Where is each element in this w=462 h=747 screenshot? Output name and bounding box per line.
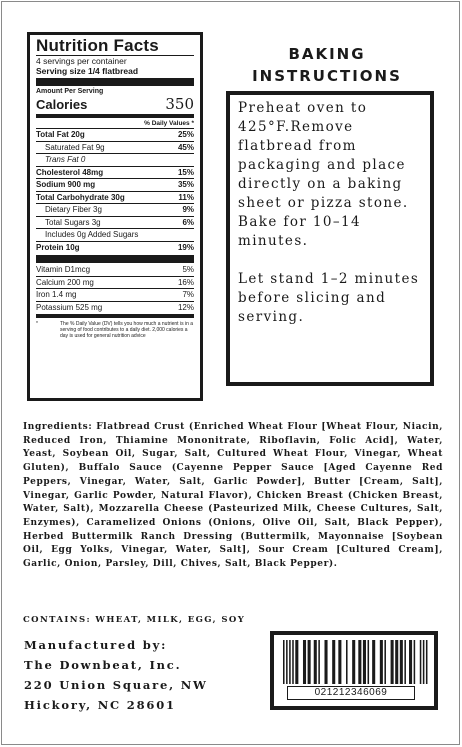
nutrient-label: Total Carbohydrate 30g	[36, 192, 125, 202]
barcode-bar	[423, 640, 425, 684]
barcode	[270, 631, 438, 710]
nutrient-daily-value: 6%	[182, 217, 194, 227]
divider-medium	[36, 314, 194, 318]
nutrient-label: Iron 1.4 mg	[36, 290, 77, 299]
manufacturer-name: The Downbeat, Inc.	[24, 658, 182, 672]
barcode-bar	[384, 640, 386, 684]
nutrient-row	[36, 228, 194, 241]
nutrient-daily-value: 11%	[178, 192, 194, 202]
baking-step-rest: Let stand 1–2 minutes before slicing and serving.	[238, 271, 420, 325]
nutrient-row	[36, 264, 194, 276]
barcode-bar	[338, 640, 341, 684]
barcode-bar	[295, 640, 298, 684]
barcode-bar	[426, 640, 428, 684]
barcode-bar	[395, 640, 398, 684]
nutrient-label: Total Fat 20g	[36, 130, 85, 139]
barcode-bars	[283, 640, 429, 684]
barcode-bar	[318, 640, 320, 684]
barcode-bar	[286, 640, 288, 684]
barcode-bar	[368, 640, 370, 684]
nutrient-row	[36, 276, 194, 289]
nutrient-label: Sodium 900 mg	[36, 180, 96, 189]
nutrient-row	[36, 141, 194, 154]
barcode-bar	[308, 640, 311, 684]
barcode-number: 021212346069	[287, 686, 415, 700]
serving-size: Serving size 1/4 flatbread	[36, 66, 139, 76]
barcode-bar	[292, 640, 294, 684]
divider-thick	[36, 78, 194, 86]
nutrient-row	[36, 191, 194, 204]
nutrient-label: Cholesterol 48mg	[36, 167, 104, 177]
nutrient-daily-value: 12%	[177, 302, 194, 312]
nutrient-label: Includes 0g Added Sugars	[45, 230, 139, 239]
ingredients-list: Ingredients: Flatbread Crust (Enriched Wheat Flour [Wheat Flour, Niacin, Reduced Iron, Thiamine Mononitrate, Riboflavin, Folic Acid], Water, Yeast, Soybean Oil, Sugar, Salt, Cultured Wheat Flour, Vinegar, Wheat Gluten), Buffalo Sauce (Cayenne Pepper Sauce [Aged Cayenne Red Peppers, Vinegar, Water, Salt, Garlic Powder], Butter [Cream, Salt], Vinegar, Garlic Powder, Natural Flavor), Chicken Breast (Chicken Breast, Water, Salt), Mozzarella Cheese (Pasteurized Milk, Cheese Cultures, Salt, Enzymes), Caramelized Onions (Onions, Olive Oil, Salt, Black Pepper), Herbed Buttermilk Ranch Dressing (Buttermilk, Mayonnaise [Soybean Oil, Egg Yolks, Vinegar, Water, Salt], Sour Cream [Cultured Cream], Garlic, Onion, Parsley, Dill, Chives, Salt, Black Pepper).	[23, 422, 443, 570]
baking-title-line: BAKING	[288, 45, 366, 63]
nutrient-daily-value: 15%	[177, 167, 194, 177]
barcode-bar	[289, 640, 291, 684]
barcode-bar	[352, 640, 355, 684]
baking-step-preheat: Preheat oven to 425°F.Remove flatbread from packaging and place directly on a baking sheet or pizza stone. Bake for 10–14 minutes.	[238, 100, 409, 249]
barcode-bar	[363, 640, 366, 684]
baking-title-line: INSTRUCTIONS	[252, 67, 402, 85]
nutrient-row	[36, 178, 194, 191]
manufacturer-info	[24, 635, 208, 715]
nutrient-row	[36, 288, 194, 301]
barcode-bar	[404, 640, 406, 684]
nutrient-label: Total Sugars 3g	[45, 217, 101, 227]
manufacturer-city: Hickory, NC 28601	[24, 698, 176, 712]
nutrition-title: Nutrition Facts	[36, 36, 159, 55]
barcode-bar	[372, 640, 375, 684]
barcode-bar	[303, 640, 306, 684]
nutrient-row	[36, 301, 194, 314]
nutrient-row	[36, 128, 194, 141]
nutrient-rows	[36, 128, 194, 253]
barcode-bar	[400, 640, 403, 684]
nutrient-label: Saturated Fat 9g	[45, 142, 105, 152]
barcode-bar	[380, 640, 383, 684]
barcode-bar	[324, 640, 327, 684]
manufacturer-heading: Manufactured by:	[24, 638, 168, 652]
barcode-bar	[391, 640, 394, 684]
nutrient-label: Potassium 525 mg	[36, 302, 103, 312]
nutrient-daily-value: 16%	[177, 277, 194, 287]
allergen-statement: CONTAINS: WHEAT, MILK, EGG, SOY	[23, 615, 246, 625]
barcode-bar	[332, 640, 335, 684]
calories-value: 350	[165, 95, 194, 113]
nutrient-daily-value: 25%	[177, 130, 194, 139]
barcode-bar	[346, 640, 348, 684]
nutrient-daily-value: 9%	[182, 205, 194, 214]
barcode-bar	[283, 640, 285, 684]
barcode-bar	[358, 640, 361, 684]
divider-medium	[36, 114, 194, 118]
nutrient-daily-value: 19%	[177, 242, 194, 252]
baking-instructions-box	[226, 91, 434, 386]
barcode-bar	[409, 640, 412, 684]
barcode-bar	[420, 640, 422, 684]
vitamin-rows	[36, 264, 194, 313]
barcode-bar	[414, 640, 416, 684]
servings-per-container: 4 servings per container	[36, 56, 127, 66]
nutrient-daily-value: 45%	[177, 142, 194, 152]
nutrient-label: Calcium 200 mg	[36, 277, 94, 287]
daily-value-header: % Daily Values *	[144, 120, 194, 127]
nutrition-facts-panel	[27, 32, 203, 401]
baking-instructions-title	[237, 43, 417, 87]
nutrient-label: Dietary Fiber 3g	[45, 205, 102, 214]
calories-label: Calories	[36, 97, 88, 112]
nutrient-row	[36, 241, 194, 254]
nutrient-label: Protein 10g	[36, 242, 80, 252]
nutrient-row	[36, 166, 194, 179]
manufacturer-street: 220 Union Square, NW	[24, 678, 208, 692]
barcode-bar	[314, 640, 317, 684]
calories-row	[36, 96, 194, 113]
footnote	[36, 321, 194, 339]
footnote-text: The % Daily Value (DV) tells you how much a nutrient is in a serving of food contributes to a daily diet. 2,000 calories a day is used for general nutrition advice	[60, 321, 194, 339]
footnote-star: *	[36, 321, 38, 327]
amount-per-serving: Amount Per Serving	[36, 88, 104, 95]
nutrient-daily-value: 35%	[177, 180, 194, 189]
divider-thick	[36, 255, 194, 263]
nutrient-row	[36, 153, 194, 166]
nutrient-row	[36, 216, 194, 229]
nutrient-label: Trans Fat 0	[45, 155, 86, 164]
nutrient-label: Vitamin D1mcg	[36, 265, 91, 274]
nutrient-daily-value: 7%	[182, 290, 194, 299]
nutrient-daily-value: 5%	[182, 265, 194, 274]
nutrient-row	[36, 203, 194, 216]
